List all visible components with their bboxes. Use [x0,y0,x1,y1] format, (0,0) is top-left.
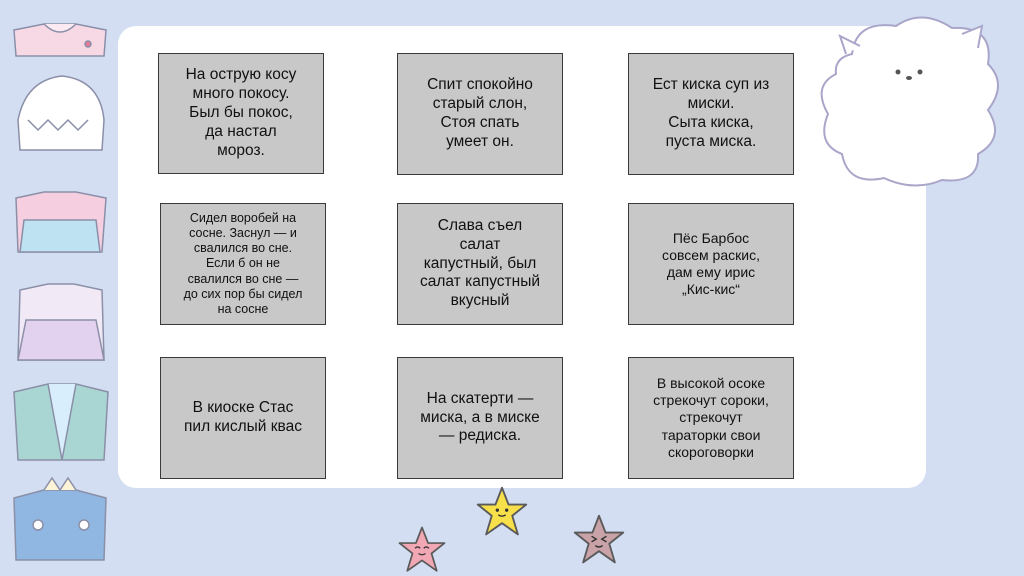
clothes-decoration-icon [4,20,116,572]
tongue-twister-card-2: Спит спокойно старый слон, Стоя спать умеет он. [397,53,563,175]
dress-icon [16,192,106,252]
jacket-icon [14,384,108,460]
hoodie-icon [18,76,104,150]
shirt-icon [14,24,106,56]
cloud-creature-icon [812,14,1012,190]
cat-shirt-icon [14,478,106,560]
mauve-star-icon [570,512,628,568]
pink-star-icon [392,524,452,576]
tongue-twister-card-6: Пёс Барбос совсем раскис, дам ему ирис „Кис-кис“ [628,203,794,325]
tongue-twister-card-5: Слава съел салат капустный, был салат капустный вкусный [397,203,563,325]
skirt-icon [18,284,104,360]
tongue-twister-card-9: В высокой осоке стрекочут сороки, стрекочут тараторки свои скороговорки [628,357,794,479]
tongue-twister-card-8: На скатерти — миска, а в миске — редиска. [397,357,563,479]
tongue-twister-card-7: В киоске Стас пил кислый квас [160,357,326,479]
tongue-twister-card-3: Ест киска суп из миски. Сыта киска, пуста миска. [628,53,794,175]
tongue-twister-card-4: Сидел воробей на сосне. Заснул — и свалился во сне. Если б он не свалился во сне — до сих пор бы сидел на сосне [160,203,326,325]
tongue-twister-card-1: На острую косу много покосу. Был бы покос, да настал мороз. [158,53,324,174]
yellow-star-icon [472,484,532,540]
